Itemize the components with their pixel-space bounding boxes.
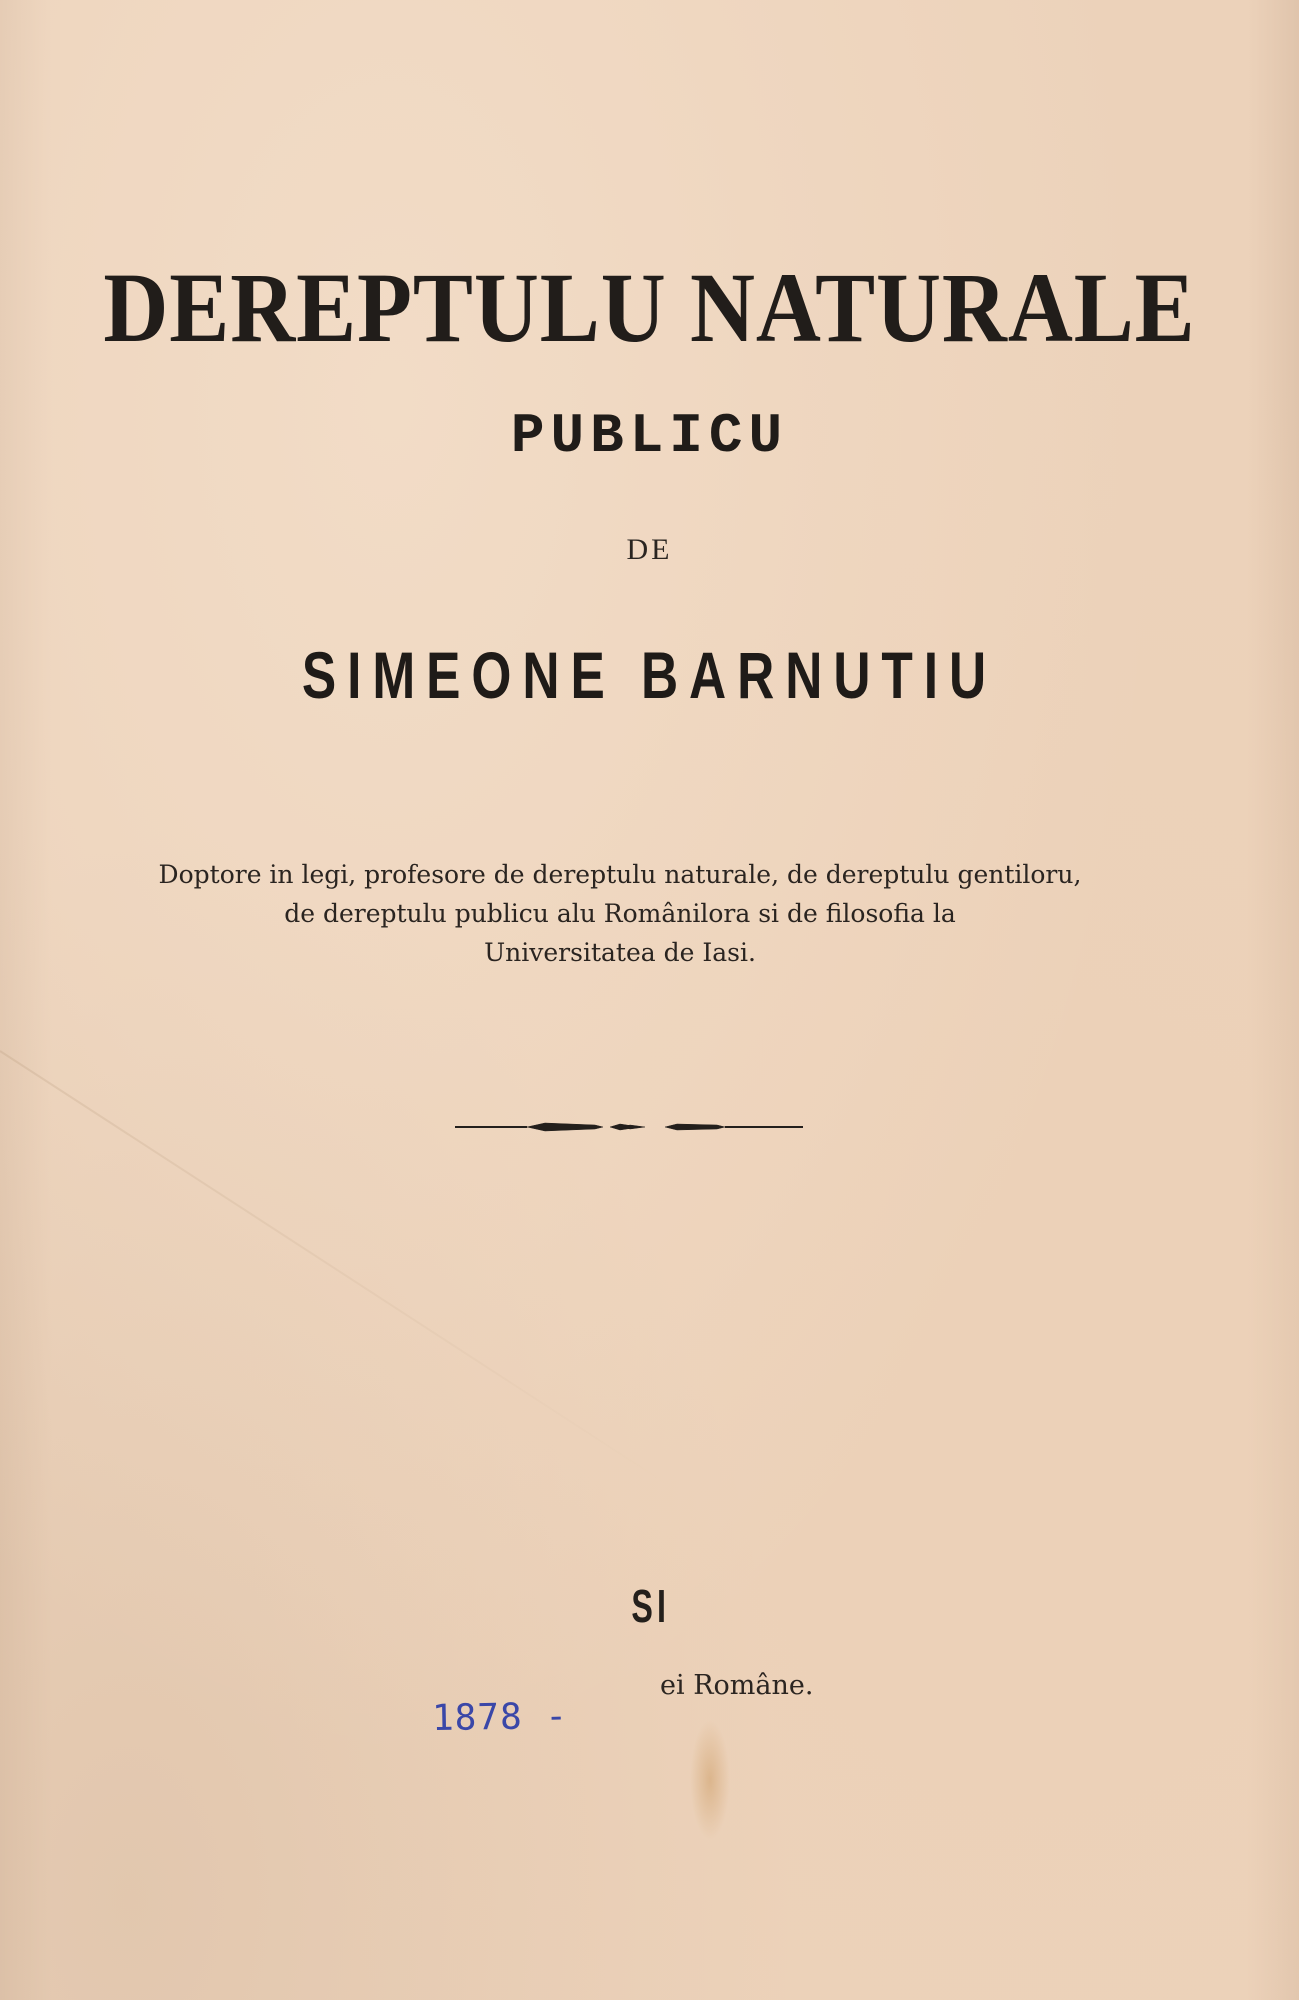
author-credentials [120,855,1120,972]
book-title: DEREPTULU NATURALE [103,252,1196,363]
imprint-fragment-top: SI [631,1580,671,1632]
byline-label: DE [626,533,673,566]
credentials-line: Universitatea de Iasi. [484,938,756,967]
handwritten-year-note: 1878 - [431,1695,569,1740]
paper-stain [690,1720,730,1840]
paper-crease [0,1050,671,1487]
imprint-fragment-bottom: ei Române. [660,1670,814,1701]
credentials-line: de dereptulu publicu alu Românilora si de filosofia la [284,899,956,928]
author-name: SIMEONE BARNUTIU [301,638,998,712]
credentials-line: Doptore in legi, profesore de dereptulu naturale, de dereptulu gentiloru, [158,860,1082,889]
ornament-divider [455,1118,805,1136]
book-subtitle: PUBLICU [510,404,789,468]
